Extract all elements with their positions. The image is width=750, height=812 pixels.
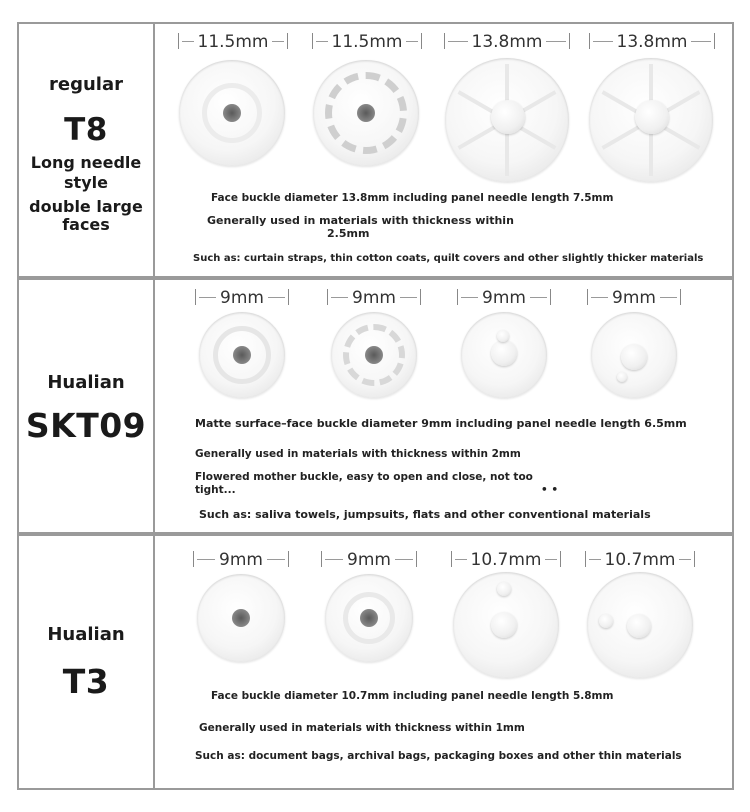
snap-button-image [445, 58, 569, 182]
snap-button-image [461, 312, 547, 398]
row-t8 [17, 22, 734, 278]
dimension-marker [587, 288, 681, 308]
usage-text: Generally used in materials with thickness within [207, 214, 514, 227]
snap-button-image [325, 574, 413, 662]
diameter-label: 11.5mm [194, 32, 273, 52]
snap-button-image [313, 60, 419, 166]
dimension-marker [321, 550, 417, 570]
diameter-label: 9mm [343, 550, 395, 570]
button-item [327, 288, 421, 308]
spec-text: Face buckle diameter 10.7mm including panel needle length 5.8mm [211, 690, 614, 702]
row-content-skt09 [155, 280, 732, 532]
brand-label: regular [49, 74, 123, 95]
diameter-label: 11.5mm [328, 32, 407, 52]
dimension-marker [312, 32, 422, 52]
row-label-t8 [19, 24, 155, 276]
spec-text: Face buckle diameter 13.8mm including panel needle length 7.5mm [211, 192, 614, 204]
snap-button-image [589, 58, 713, 182]
button-item [193, 550, 289, 570]
button-item [311, 32, 423, 52]
brand-label: Hualian [47, 372, 125, 393]
examples-text: Such as: document bags, archival bags, packaging boxes and other thin materials [195, 750, 682, 762]
diameter-label: 10.7mm [467, 550, 546, 570]
spec-text: Matte surface–face buckle diameter 9mm including panel needle length 6.5mm [195, 417, 687, 430]
style-line-1: Long needle [30, 153, 142, 172]
diameter-label: 9mm [216, 288, 268, 308]
dimension-marker [585, 550, 695, 570]
diameter-label: 13.8mm [613, 32, 692, 52]
style-line-2: style [64, 173, 108, 192]
button-item [451, 550, 561, 570]
diameter-label: 9mm [348, 288, 400, 308]
diameter-label: 9mm [478, 288, 530, 308]
feature-dots: • • [541, 484, 559, 496]
usage-text: Generally used in materials with thickness within 1mm [199, 722, 525, 734]
model-label: T3 [62, 662, 110, 701]
button-item [177, 32, 289, 52]
examples-text: Such as: curtain straps, thin cotton coats, quilt covers and other slightly thicker materials [193, 253, 704, 264]
brand-label: Hualian [47, 624, 125, 645]
dimension-marker [178, 32, 288, 52]
dimension-marker [457, 288, 551, 308]
snap-button-image [199, 312, 285, 398]
button-item [589, 32, 715, 52]
row-skt09 [17, 278, 734, 534]
feature-text: Flowered mother buckle, easy to open and close, not too [195, 471, 533, 483]
snap-button-image [591, 312, 677, 398]
snap-button-image [197, 574, 285, 662]
examples-text: Such as: saliva towels, jumpsuits, flats and other conventional materials [199, 508, 651, 521]
snap-button-image [587, 572, 693, 678]
dimension-marker [193, 550, 289, 570]
snap-button-image [453, 572, 559, 678]
row-label-skt09 [19, 280, 155, 532]
button-item [587, 288, 681, 308]
button-item [444, 32, 570, 52]
usage-text: Generally used in materials with thickness within 2mm [195, 448, 521, 460]
row-label-t3 [19, 536, 155, 788]
row-content-t3 [155, 536, 732, 788]
diameter-label: 10.7mm [601, 550, 680, 570]
feature-text-cont: tight... [195, 484, 236, 496]
button-item [585, 550, 695, 570]
button-item [195, 288, 289, 308]
row-t3 [17, 534, 734, 790]
style-line-4: faces [62, 215, 110, 234]
model-label: T8 [64, 112, 108, 148]
diameter-label: 13.8mm [468, 32, 547, 52]
diameter-label: 9mm [608, 288, 660, 308]
snap-button-image [331, 312, 417, 398]
model-label: SKT09 [25, 406, 147, 445]
usage-text-cont: 2.5mm [327, 227, 370, 240]
row-content-t8 [155, 24, 732, 276]
dimension-marker [327, 288, 421, 308]
dimension-marker [451, 550, 561, 570]
button-item [321, 550, 417, 570]
diameter-label: 9mm [215, 550, 267, 570]
style-line-3: double large [29, 197, 143, 216]
dimension-marker [195, 288, 289, 308]
button-item [457, 288, 551, 308]
dimension-marker [589, 32, 715, 52]
dimension-marker [444, 32, 570, 52]
snap-button-image [179, 60, 285, 166]
